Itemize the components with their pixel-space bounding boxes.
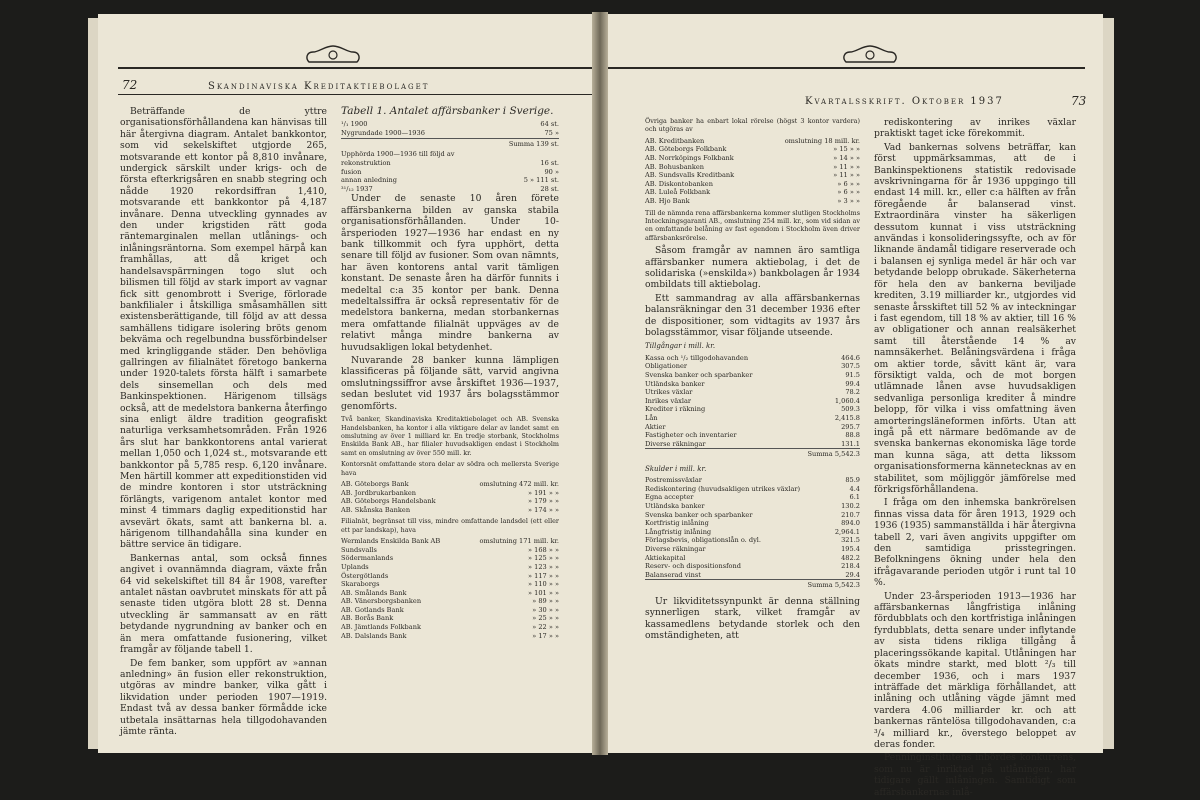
row-label: AB. Kreditbanken <box>645 136 705 145</box>
row-value: » 101 » » <box>528 588 559 597</box>
row-value: 16 st. <box>540 159 559 167</box>
row-label: Utländska banker <box>645 501 705 510</box>
row-label: AB. Bohusbanken <box>645 162 705 171</box>
row-value: omslutning 171 mill. kr. <box>479 537 559 546</box>
row-value: 195.4 <box>841 544 860 553</box>
table-row <box>341 506 559 515</box>
row-value: 5 » 111 st. <box>523 176 559 185</box>
row-value: omslutning 18 mill. kr. <box>784 136 860 145</box>
note-ovriga: Övriga banker ha enbart lokal rörelse (högst 3 kontor varderа) och utgöras av <box>645 117 860 134</box>
header-rule <box>118 67 605 69</box>
ornament-icon <box>303 44 363 66</box>
paragraph: Under 23-årsperioden 1913—1936 har affärsbankernas långfristiga inlåning fördubblats och den kortfristiga inlåningen fyrdubblats, detta senare under inflytande av sista tidens rikliga tillgång å placeringssökande kapital. Utlåningen har ökats mindre starkt, med blott ²/₃ till december 1936, och i mars 1937 inträffade det märkliga förhållandet, att inlåning och utlåning vägde jämnt med vardera 4.06 milliarder kr. och att bankernas räntelösa tillgodohavanden, c:a ³/₄ milliard kr., överstego beloppet av deras fonder. <box>874 590 1076 750</box>
table-row <box>341 489 559 498</box>
table-row <box>645 145 860 154</box>
row-label: AB. Diskontobanken <box>645 179 713 188</box>
row-value: » 6 » » <box>837 188 860 197</box>
paragraph: Bankernas antal, som också finnes angivet i ovannämnda diagram, växte från 64 vid sekelskiftet till 84 år 1908, varefter antalet nästan oavbrutet minskats för att på senaste tiden utgöra blott 28 st. Denna utveckling är sammansatt av en rätt betydande nygrundning av banker och en än mera omfattande fusionering, vilket framgår av följande tabell 1. <box>120 552 327 656</box>
left-column-2 <box>341 106 559 640</box>
row-value: 28 st. <box>540 184 559 193</box>
row-label: Östergötlands <box>341 571 389 580</box>
table-row <box>341 554 559 563</box>
row-label: Lån <box>645 414 658 422</box>
row-label: Inrikes växlar <box>645 396 692 405</box>
row-value: 295.7 <box>841 422 860 431</box>
table-row <box>645 154 860 163</box>
page-number: 73 <box>1071 94 1087 108</box>
table-row <box>341 176 559 185</box>
table-row <box>341 168 559 177</box>
table-row <box>645 571 860 580</box>
row-value: » 191 » » <box>528 488 559 497</box>
row-label: Långfristig inlåning <box>645 527 712 536</box>
row-label: AB. Göteborgs Folkbank <box>645 145 727 154</box>
paragraph: rediskontering av inrikes växlar praktiskt taget icke förekommit. <box>874 117 1076 140</box>
row-label: Egna accepter <box>645 493 694 502</box>
row-value: » 3 » » <box>837 196 860 205</box>
row-label: Svenska banker och sparbanker <box>645 371 753 380</box>
row-value: » 15 » » <box>833 145 860 154</box>
row-value: 1,060.4 <box>834 396 860 405</box>
row-value: » 6 » » <box>837 179 860 188</box>
row-value: 218.4 <box>841 562 860 571</box>
row-value: » 110 » » <box>528 580 559 589</box>
paragraph: Penninginstitutens inbördes konkurrens, som nu är inriktad på utlåningen, har tidigare gällt inlåningen. Samtidigt som affärsbankernas inlå- <box>874 752 1076 798</box>
table-row <box>645 197 860 206</box>
table-1-sum: Summa 139 st. <box>341 138 559 150</box>
row-label: annan anledning <box>341 176 397 185</box>
note-filialnat: Filialnät, begränsat till viss, mindre omfattande landsdel (ett eller ett par landskap), hava <box>341 517 559 534</box>
table-row <box>645 163 860 172</box>
row-value: 6.1 <box>849 493 860 502</box>
row-label: AB. Norrköpings Folkbank <box>645 154 734 162</box>
table-row <box>645 380 860 389</box>
table-row <box>645 137 860 146</box>
table-row <box>645 554 860 563</box>
left-column-1 <box>120 106 327 739</box>
ornament-icon <box>840 44 900 66</box>
table-row <box>645 362 860 371</box>
table-row <box>341 572 559 581</box>
row-value: 85.9 <box>845 476 860 485</box>
table-row <box>341 589 559 598</box>
running-head: Kvartalsskrift. Oktober 1937 <box>805 96 1004 107</box>
row-value: » 117 » » <box>528 571 559 580</box>
row-label: Balanserad vinst <box>645 570 701 579</box>
liabilities-table <box>645 476 860 579</box>
paragraph: Beträffande de yttre organisationsförhållandena kan hänvisas till här återgivna diagram. Antalet bankkontor, som vid sekelskiftet utgjorde 265, motsvarande ett kontor på 8,810 invånare, undergick särskilt under krigs- och de första efterkrigsåren en snabb stegring och nådde 1920 rekordsiffran 1,410, motsvarande ett bankkontor på 4,187 invånare. Denna utveckling gynnades av den under krigstiden rätt goda räntemarginalen mellan utlånings- och inlåningsräntorna. Som exempel härpå kan framhållas, att då kriget och handelsavspärrningen togo slut och bilismen till följd av stark import av vagnar fick sitt genombrott i Sverige, förlorade bankfilialer i åtskilliga småsamhällen sitt existensberättigande, till följd av att dessa samhällens tidigare isolering bröts genom bekväma och regelbundna bussförbindelser med kringliggande städer. Den behövliga gallringen av filialnätet företogo bankerna under 1920-talets första hälft i samarbete dels sinsemellan och dels med Bankinspektionen. Härigenom tillsägs också, att de medelstora bankerna återfingo sina enligt äldre tradition geografiskt naturliga verksamhetsområden. Från 1926 års slut har bankkontorens antal varierat mellan 1,050 och 1,024 st., motsvarande ett bankkontor på 5,785 resp. 6,120 invånare. Men härtill kommer att expeditionstiden vid de mindre kontoren i stor utsträckning förlängts, varigenom antalet kontor med minst 4 timmars daglig expeditionstid har avsevärt ökats, samt att bankerna bl. a. härigenom tillhandahålla sina kunder en bättre service än tidigare. <box>120 106 327 551</box>
row-label: Diverse räkningar <box>645 544 706 553</box>
row-value: » 174 » » <box>528 505 559 514</box>
table-row <box>645 354 860 363</box>
row-label: Utrikes växlar <box>645 388 693 397</box>
note-inteckningsgaranti: Till de nämnda rena affärsbankerna kommer slutligen Stockholms Inteckningsgaranti AB., omslutning 254 mill. kr., som vid sidan av en omfattande belåning av fast egendom i Stockholm även driver affärsbanksrörelse. <box>645 208 860 242</box>
header-rule-thin <box>118 94 605 95</box>
table-row <box>645 545 860 554</box>
table-row <box>341 497 559 506</box>
running-head: Skandinaviska Kreditaktiebolaget <box>208 81 430 92</box>
table-row <box>645 562 860 571</box>
table-1-title: Tabell 1. Antalet affärsbanker i Sverige. <box>341 105 554 117</box>
row-value: 64 st. <box>540 120 559 129</box>
row-label: Kassa och ¹/₂ tillgodohavanden <box>645 353 749 362</box>
row-value: 482.2 <box>841 553 860 562</box>
row-label: Diverse räkningar <box>645 439 706 448</box>
row-value: » 25 » » <box>532 614 559 623</box>
table-row <box>341 623 559 632</box>
assets-sum: Summa 5,542.3 <box>645 448 860 460</box>
paragraph-aktiebolag: Såsom framgår av namnen äro samtliga affärsbanker numera aktiebolag, i det de solidariska (»enskilda») bankbolagen år 1934 ombildats till aktiebolag. <box>645 245 860 291</box>
row-label: AB. Sundsvalls Kreditbank <box>645 171 735 180</box>
row-label: AB. Göteborgs Bank <box>341 479 409 488</box>
table-row <box>645 171 860 180</box>
row-value: 99.4 <box>845 379 860 388</box>
row-label: Svenska banker och sparbanker <box>645 510 753 519</box>
row-label: AB. Göteborgs Handelsbank <box>341 497 436 506</box>
bank-list-1 <box>341 480 559 514</box>
paragraph-sammandrag: Ett sammandrag av alla affärsbankernas balansräkningar den 31 december 1936 efter de dispositioner, som vidtagits av 1937 års bolagsstämmor, visar följande utseende. <box>645 292 860 339</box>
table-row <box>341 614 559 623</box>
bank-list-3 <box>645 137 860 206</box>
assets-table <box>645 354 860 449</box>
page-number: 72 <box>122 78 138 92</box>
paragraph-likviditet: Ur likviditetssynpunkt är denna ställning synnerligen stark, vilket framgår av kassamedlens betydande storlek och den omständigheten, att <box>645 595 860 641</box>
note-kontorsnat: Kontorsnät omfattande stora delar av södra och mellersta Sverige hava <box>341 460 559 477</box>
row-label: rekonstruktion <box>341 159 391 167</box>
left-page <box>98 14 595 753</box>
row-value: omslutning 472 mill. kr. <box>479 479 559 488</box>
table-row <box>341 563 559 572</box>
row-label: AB. Vänersborgsbanken <box>341 597 422 606</box>
row-label: AB. Luleå Folkbank <box>645 188 711 197</box>
table-row <box>341 480 559 489</box>
row-value: » 30 » » <box>532 605 559 614</box>
table-row <box>645 388 860 397</box>
header-rule <box>595 67 1085 69</box>
table-row <box>645 414 860 423</box>
row-value: 4.4 <box>849 484 860 493</box>
table-row <box>645 493 860 502</box>
row-value: 210.7 <box>841 510 860 519</box>
row-label: AB. Skånska Banken <box>341 505 411 514</box>
row-value: 29.4 <box>845 570 860 579</box>
row-label: Wermlands Enskilda Bank AB <box>341 537 441 546</box>
bank-list-2 <box>341 537 559 640</box>
table-row <box>645 431 860 440</box>
row-value: » 14 » » <box>833 154 860 162</box>
row-label: Aktiekapital <box>645 553 686 562</box>
table-row <box>645 440 860 449</box>
row-value: 88.8 <box>845 431 860 440</box>
table-row <box>645 397 860 406</box>
row-label: Krediter i räkning <box>645 405 706 414</box>
row-value: 509.3 <box>841 405 860 414</box>
row-label: Sundsvalls <box>341 545 377 554</box>
liabilities-sum: Summa 5,542.3 <box>645 579 860 591</box>
row-value: 78.2 <box>845 388 860 397</box>
row-value: » 125 » » <box>528 554 559 563</box>
row-label: Förlagsbevis, obligationslån o. dyl. <box>645 536 762 545</box>
book-gutter <box>592 12 608 755</box>
row-label: Utländska banker <box>645 379 705 388</box>
row-value: 91.5 <box>845 371 860 380</box>
left-column-2-text <box>341 193 559 412</box>
row-label: Rediskontering (huvudsakligen utrikes växlar) <box>645 484 801 493</box>
paragraph: Under de senaste 10 åren förete affärsbankerna bilden av ganska stabila organisationsförhållanden. Under 10-årsperioden 1927—1936 har endast en ny bank tillkommit och fyra upphört, detta senare till följd av fusioner. Som ovan nämnts, har även kontorens antal varit tämligen konstant. De senaste åren ha därför funnits i medeltal c:a 35 kontor per bank. Denna medeltalssiffra är också representativ för de medelstora bankerna, medan storbankernas mera omfattande filialnät uppväges av de relativt många mindre bankerna av huvudsakligen lokal betydenhet. <box>341 193 559 353</box>
row-label: Nygrundade 1900—1936 <box>341 129 425 137</box>
row-value: 321.5 <box>841 536 860 545</box>
row-label: AB. Hjo Bank <box>645 196 690 205</box>
row-label: AB. Jordbrukarbanken <box>341 488 417 497</box>
table-row <box>645 371 860 380</box>
right-column-1 <box>645 117 860 643</box>
row-label: Aktier <box>645 422 666 431</box>
table-row <box>341 597 559 606</box>
row-value: 2,964.1 <box>834 527 860 536</box>
table-row <box>645 502 860 511</box>
table-row <box>645 476 860 485</box>
row-value: » 179 » » <box>528 497 559 506</box>
row-label: AB. Gotlands Bank <box>341 605 404 614</box>
paragraph: Vad bankernas solvens beträffar, kan först uppmärksammas, att de i Bankinspektionens statistik redovisade avskrivningarna för år 1936 uppgingo till endast 14 mill. kr., eller c:a hälften av från föregående år balanserad vinst. Extraordinära vinster ha säkerligen dessutom kunnat i viss utsträckning användas i konsolideringssyfte, och av för liknande ändamål tidigare reserverade och i balansen ej synliga medel är här och var betydande belopp obrukade. Säkerheterna för hela den av bankerna beviljade krediten, 3.19 milliarder kr., utgjordes vid senaste årsskiftet till 52 % av inteckningar i fast egendom, till 18 % av aktier, till 16 % av obligationer och annan realsäkerhet samt till återstående 14 % av namnsäkerhet. Belåningsvärdena i fråga om aktier torde, såvitt känt är, vara försiktigt valda, och de mot borgen utlämnade lånen avse huvudsakligen sedvanliga personliga krediter å mindre belopp, för vilka i viss omfattning även amorteringsläneformen införts. Utan att ingå på ett närmare bedömande av de svenska bankernas ekonomiska läge torde man kunna säga, att detta likssom organisationsformerna kännetecknas av en stabilitet, som möjliggör jämförelse med förkrigsförhållandena. <box>874 141 1076 495</box>
right-column-2 <box>874 117 1076 800</box>
row-value: 90 » <box>544 167 559 176</box>
table-row <box>645 405 860 414</box>
table-row <box>341 537 559 546</box>
table-row <box>341 546 559 555</box>
table-1-continued <box>341 159 559 193</box>
row-label: ¹/₁ 1900 <box>341 120 368 129</box>
table-row <box>341 159 559 168</box>
right-page <box>605 14 1103 798</box>
row-value: 131.1 <box>841 439 860 448</box>
row-label: Reserv- och dispositionsfond <box>645 562 741 571</box>
table-row <box>645 188 860 197</box>
row-value: » 11 » » <box>833 162 860 171</box>
row-value: » 123 » » <box>528 562 559 571</box>
row-value: 2,415.8 <box>834 414 860 422</box>
table-1-subhead: Upphörda 1900—1936 till följd av <box>341 150 455 158</box>
table-row <box>645 536 860 545</box>
row-label: Fastigheter och inventarier <box>645 431 737 440</box>
row-value: 75 » <box>544 129 559 137</box>
table-row <box>341 632 559 641</box>
row-label: AB. Smålands Bank <box>341 588 407 597</box>
row-label: Kortfristig inlåning <box>645 519 709 528</box>
table-row <box>341 580 559 589</box>
table-row <box>645 519 860 528</box>
note-storbanker: Två banker, Skandinaviska Kreditaktiebolaget och AB. Svenska Handelsbanken, ha kontor i alla viktigare delar av landet samt en omslutning av över 1 milliard kr. En tredje storbank, Stockholms Enskilda Bank AB., har filialer huvudsakligen endast i Stockholm samt en omslutning av över 550 mill. kr. <box>341 415 559 457</box>
assets-title: Tillgångar i mill. kr. <box>645 342 716 351</box>
paragraph: I fråga om den inhemska bankrörelsen finnas vissa data för åren 1913, 1929 och 1936 (1935) sammanställda i här återgivna tabell 2, vari även angivits uppgifter om den samtidiga prisstegringen. Befolkningens ökning under hela den ifrågavarande perioden utgör i runt tal 10 %. <box>874 497 1076 589</box>
row-label: Uplands <box>341 562 369 571</box>
row-value: » 11 » » <box>833 171 860 180</box>
table-1 <box>341 120 559 137</box>
row-value: » 22 » » <box>532 623 559 632</box>
row-value: » 17 » » <box>532 631 559 640</box>
row-label: ³¹/₁₂ 1937 <box>341 184 373 193</box>
row-value: 130.2 <box>841 501 860 510</box>
paragraph: De fem banker, som uppfört av »annan anledning» än fusion eller rekonstruktion, utgöras av mindre banker, vilka gått i likvidation under perioden 1907—1919. Endast två av dessa banker förmådde icke utbetala insättarnas hela tillgodohavanden jämte ränta. <box>120 657 327 737</box>
table-row <box>645 485 860 494</box>
row-label: Skaraborgs <box>341 580 380 589</box>
row-value: » 89 » » <box>532 597 559 606</box>
row-value: 894.0 <box>841 519 860 528</box>
table-row <box>645 511 860 520</box>
paragraph: Nuvarande 28 banker kunna lämpligen klassificeras på följande sätt, varvid angivna omslutningssiffror avse årskiftet 1936—1937, sedan beslutet vid 1937 års bolagsstämmor genomförts. <box>341 355 559 412</box>
row-value: 464.6 <box>841 353 860 362</box>
row-value: » 168 » » <box>528 545 559 554</box>
table-row <box>341 129 559 138</box>
row-label: AB. Borås Bank <box>341 614 394 623</box>
row-label: Södermanlands <box>341 554 394 563</box>
row-label: fusion <box>341 167 362 176</box>
table-row <box>341 120 559 129</box>
row-label: AB. Dalslands Bank <box>341 631 407 640</box>
liabilities-title: Skulder i mill. kr. <box>645 464 707 473</box>
row-value: 307.5 <box>841 362 860 371</box>
table-row <box>645 423 860 432</box>
row-label: Obligationer <box>645 362 688 371</box>
row-label: Postremissväxlar <box>645 476 702 485</box>
row-label: AB. Jämtlands Folkbank <box>341 623 421 632</box>
